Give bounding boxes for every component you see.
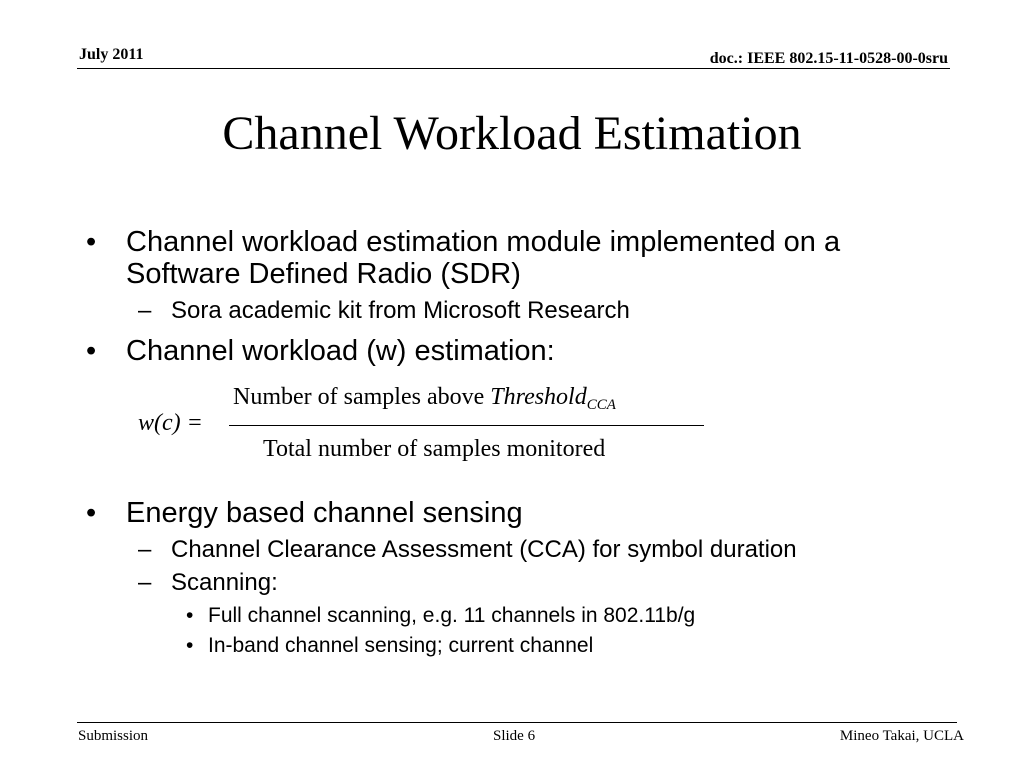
item-inband-sensing (186, 633, 946, 659)
bullet-energy-sensing (86, 497, 946, 529)
bullet-sdr-module (86, 226, 946, 290)
bullet-glyph: • (186, 634, 194, 657)
bullet-glyph: • (86, 226, 97, 258)
dash-glyph: – (138, 536, 152, 563)
formula-numerator: Number of samples above Threshold$_{CCA}$ (233, 384, 616, 413)
dash-glyph: – (138, 297, 152, 324)
sub-bullet-text: Sora academic kit from Microsoft Research (171, 297, 630, 324)
header-doc-id: doc.: IEEE 802.15-11-0528-00-0sru (709, 50, 948, 67)
sub-bullet-text: Scanning: (171, 569, 278, 596)
bullet-glyph: • (86, 335, 97, 367)
workload-formula (138, 378, 718, 473)
bullet-workload-estimation (86, 335, 946, 367)
footer-submission: Submission (78, 728, 149, 744)
bullet-text: Energy based channel sensing (126, 497, 523, 529)
bullet-glyph: • (86, 497, 97, 529)
sub-bullet-cca (138, 536, 938, 564)
sub-bullet-sora (138, 297, 938, 325)
bullet-glyph: • (186, 604, 194, 627)
sub-bullet-scanning (138, 569, 938, 597)
header-divider (77, 68, 950, 69)
footer-divider (77, 722, 957, 723)
formula-lhs: w(c) = (138, 410, 203, 436)
header-date: July 2011 (79, 46, 144, 63)
formula-denominator: Total number of samples monitored (263, 436, 606, 462)
sub-bullet-text: Channel Clearance Assessment (CCA) for symbol duration (171, 536, 797, 563)
dash-glyph: – (138, 569, 152, 596)
item-full-scanning (186, 603, 946, 629)
bullet-text: Channel workload (w) estimation: (126, 335, 555, 367)
item-text: Full channel scanning, e.g. 11 channels in 802.11b/g (208, 604, 696, 627)
slide-title: Channel Workload Estimation (222, 107, 802, 160)
bullet-text: Channel workload estimation module implemented on a Software Defined Radio (SDR) (126, 226, 841, 290)
footer-author: Mineo Takai, UCLA (839, 728, 964, 744)
footer-slide-number: Slide 6 (493, 728, 536, 744)
item-text: In-band channel sensing; current channel (208, 634, 594, 657)
fraction-bar (229, 425, 704, 426)
